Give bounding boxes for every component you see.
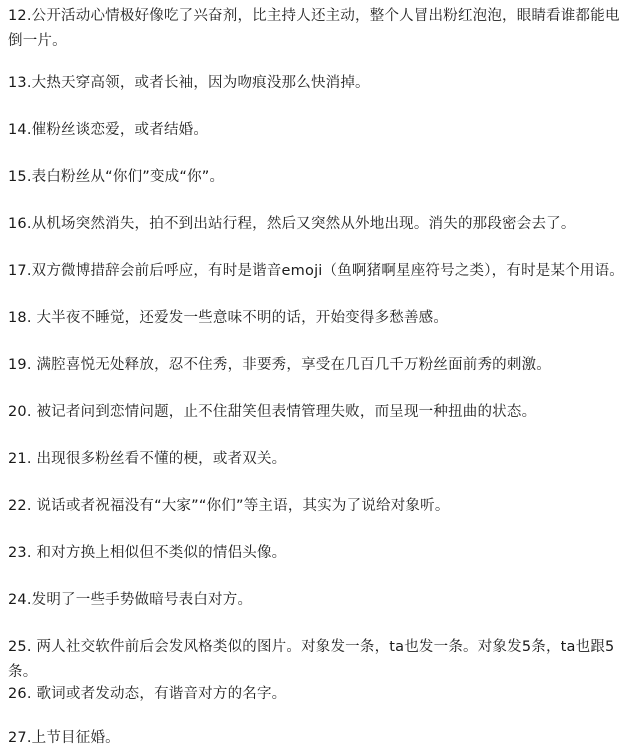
list-item: 15.表白粉丝从“你们”变成“你”。 xyxy=(8,169,225,185)
list-item: 23. 和对方换上相似但不类似的情侣头像。 xyxy=(8,545,287,561)
list-item: 25. 两人社交软件前后会发风格类似的图片。对象发一条，ta也发一条。对象发5条，ta也跟5条。 xyxy=(8,639,615,680)
list-item: 12.公开活动心情极好像吃了兴奋剂，比主持人还主动，整个人冒出粉红泡泡，眼睛看谁都能电倒一片。 xyxy=(8,8,620,49)
list-item: 13.大热天穿高领，或者长袖，因为吻痕没那么快消掉。 xyxy=(8,75,370,91)
list-item: 18. 大半夜不睡觉，还爱发一些意味不明的话，开始变得多愁善感。 xyxy=(8,310,449,326)
list-item: 16.从机场突然消失，拍不到出站行程，然后又突然从外地出现。消失的那段密会去了。 xyxy=(8,216,576,232)
list-item: 21. 出现很多粉丝看不懂的梗，或者双关。 xyxy=(8,451,287,467)
list-item: 26. 歌词或者发动态，有谐音对方的名字。 xyxy=(8,686,287,702)
list-item: 20. 被记者问到恋情问题，止不住甜笑但表情管理失败，而呈现一种扭曲的状态。 xyxy=(8,404,537,420)
list-item: 24.发明了一些手势做暗号表白对方。 xyxy=(8,592,253,608)
list-item: 19. 满腔喜悦无处释放，忍不住秀，非要秀，享受在几百几千万粉丝面前秀的刺激。 xyxy=(8,357,551,373)
list-item: 22. 说话或者祝福没有“大家”“你们”等主语，其实为了说给对象听。 xyxy=(8,498,450,514)
list-item: 27.上节目征婚。 xyxy=(8,730,120,746)
document-page xyxy=(8,0,632,751)
list-item: 17.双方微博措辞会前后呼应，有时是谐音emoji（鱼啊猪啊星座符号之类），有时是某个用语。 xyxy=(8,263,624,279)
list-item: 14.催粉丝谈恋爱，或者结婚。 xyxy=(8,122,209,138)
